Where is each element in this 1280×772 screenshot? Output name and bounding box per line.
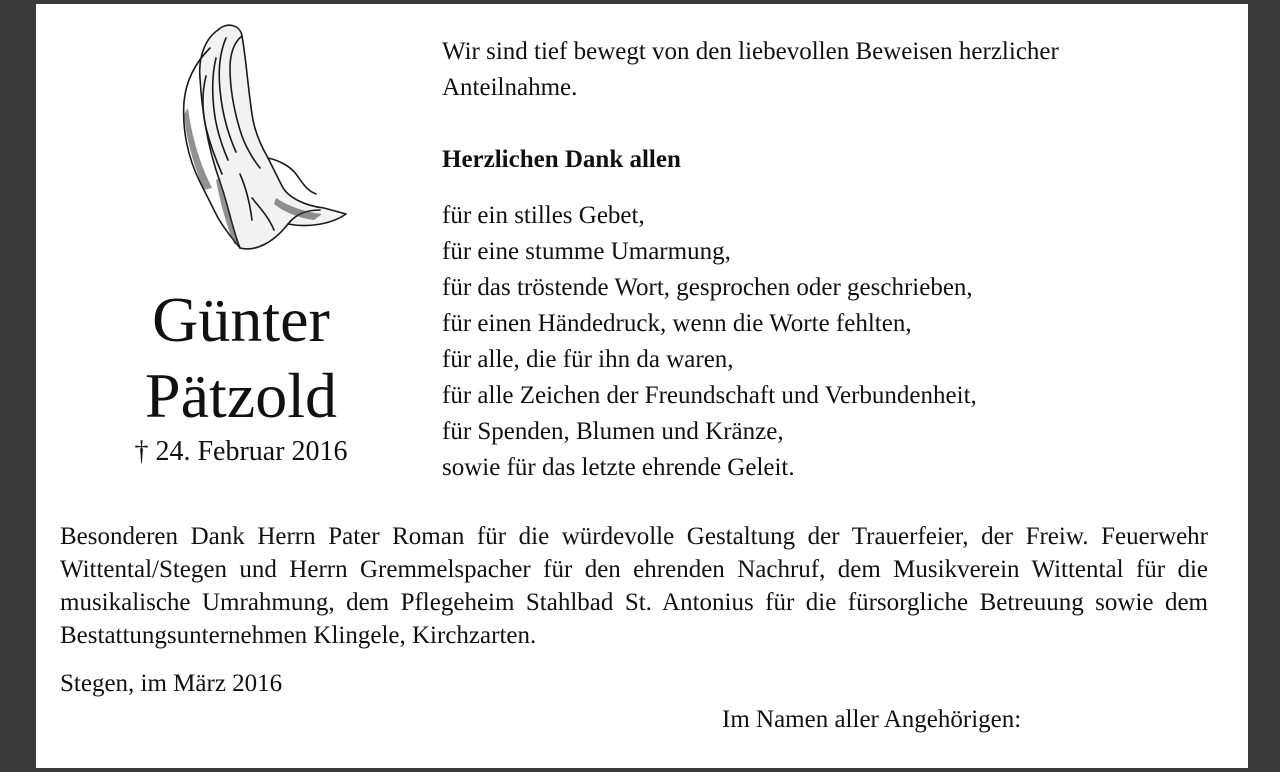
death-date: † 24. Februar 2016: [134, 436, 348, 467]
thanks-list-item: für einen Händedruck, wenn die Worte fehlten,: [442, 310, 912, 337]
thanks-list-item: sowie für das letzte ehrende Geleit.: [442, 454, 795, 481]
thanks-list-item: für eine stumme Umarmung,: [442, 238, 731, 265]
obituary-notice: [36, 4, 1248, 768]
deceased-block: [76, 18, 406, 468]
thanks-list-item: für das tröstende Wort, gesprochen oder geschrieben,: [442, 274, 973, 301]
intro-line: Anteilnahme.: [442, 74, 578, 101]
thanks-list-item: für ein stilles Gebet,: [442, 202, 645, 229]
thanks-list-item: für Spenden, Blumen und Kränze,: [442, 418, 784, 445]
signature-line: Im Namen aller Angehörigen:: [722, 706, 1022, 733]
thanks-list-item: für alle Zeichen der Freundschaft und Verbundenheit,: [442, 382, 977, 409]
gratitude-text: [442, 34, 1202, 486]
thanks-heading: Herzlichen Dank allen: [442, 146, 681, 173]
place-date: Stegen, im März 2016: [60, 670, 283, 697]
special-thanks-paragraph: Besonderen Dank Herrn Pater Roman für die würdevolle Gestaltung der Trauerfeier, der Freiw. Feuerwehr Wittental/Stegen und Herrn Gremmelspacher für den ehrenden Nachruf, dem Musikverein Wittental für die musikalische Umrahmung, dem Pflegeheim Stahlbad St. Antonius für die fürsorgliche Betreuung sowie dem Bestattungsunternehmen Klingele, Kirchzarten.: [60, 523, 1208, 649]
first-name: Günter: [152, 284, 330, 355]
praying-hands-icon: [156, 18, 356, 254]
thanks-list-item: für alle, die für ihn da waren,: [442, 346, 734, 373]
intro-line: Wir sind tief bewegt von den liebevollen Beweisen herzlicher: [442, 38, 1059, 65]
last-name: Pätzold: [145, 360, 337, 431]
